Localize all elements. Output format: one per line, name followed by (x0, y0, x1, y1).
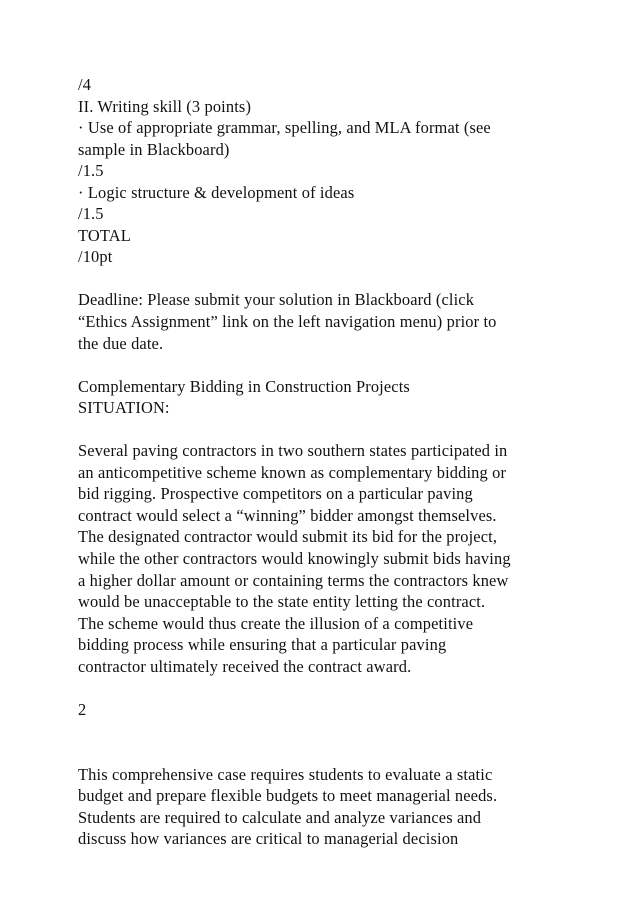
total-label: TOTAL (78, 225, 131, 245)
situation-heading: SITUATION: (78, 398, 170, 418)
blank-line (78, 354, 598, 376)
criterion-text: · Use of appropriate grammar, spelling, and MLA format (see (78, 118, 491, 138)
document-page (78, 74, 598, 850)
paragraph-line: while the other contractors would knowingly submit bids having (78, 549, 511, 569)
paragraph-line: contract would select a “winning” bidder amongst themselves. (78, 505, 497, 525)
score-line: /10pt (78, 247, 113, 267)
case-title: Complementary Bidding in Construction Projects (78, 376, 410, 396)
paragraph-line: contractor ultimately received the contract award. (78, 656, 412, 676)
paragraph-line: bidding process while ensuring that a particular paving (78, 635, 447, 655)
paragraph-line: an anticompetitive scheme known as complementary bidding or (78, 462, 507, 482)
blank-line (78, 419, 598, 441)
deadline-text: the due date. (78, 333, 164, 353)
deadline-text: “Ethics Assignment” link on the left navigation menu) prior to (78, 312, 497, 332)
page-number: 2 (78, 699, 87, 719)
paragraph-line: The designated contractor would submit its bid for the project, (78, 527, 498, 547)
paragraph-line: This comprehensive case requires students to evaluate a static (78, 764, 493, 784)
criterion-text: · Logic structure & development of ideas (78, 182, 355, 202)
score-line: /1.5 (78, 161, 104, 181)
paragraph-line: would be unacceptable to the state entity letting the contract. (78, 592, 486, 612)
paragraph-line: The scheme would thus create the illusion of a competitive (78, 613, 474, 633)
section-heading: II. Writing skill (3 points) (78, 96, 252, 116)
paragraph-line: discuss how variances are critical to managerial decision (78, 829, 459, 849)
criterion-text: sample in Blackboard) (78, 139, 230, 159)
blank-line (78, 677, 598, 699)
score-line: /4 (78, 75, 92, 94)
score-line: /1.5 (78, 204, 104, 224)
paragraph-line: Students are required to calculate and analyze variances and (78, 807, 482, 827)
blank-line (78, 268, 598, 290)
paragraph-line: Several paving contractors in two southern states participated in (78, 441, 508, 461)
paragraph-line: a higher dollar amount or containing terms the contractors knew (78, 570, 509, 590)
blank-line (78, 742, 598, 764)
paragraph-line: budget and prepare flexible budgets to meet managerial needs. (78, 786, 498, 806)
deadline-text: Deadline: Please submit your solution in Blackboard (click (78, 290, 475, 310)
paragraph-line: bid rigging. Prospective competitors on a particular paving (78, 484, 473, 504)
blank-line (78, 720, 598, 742)
